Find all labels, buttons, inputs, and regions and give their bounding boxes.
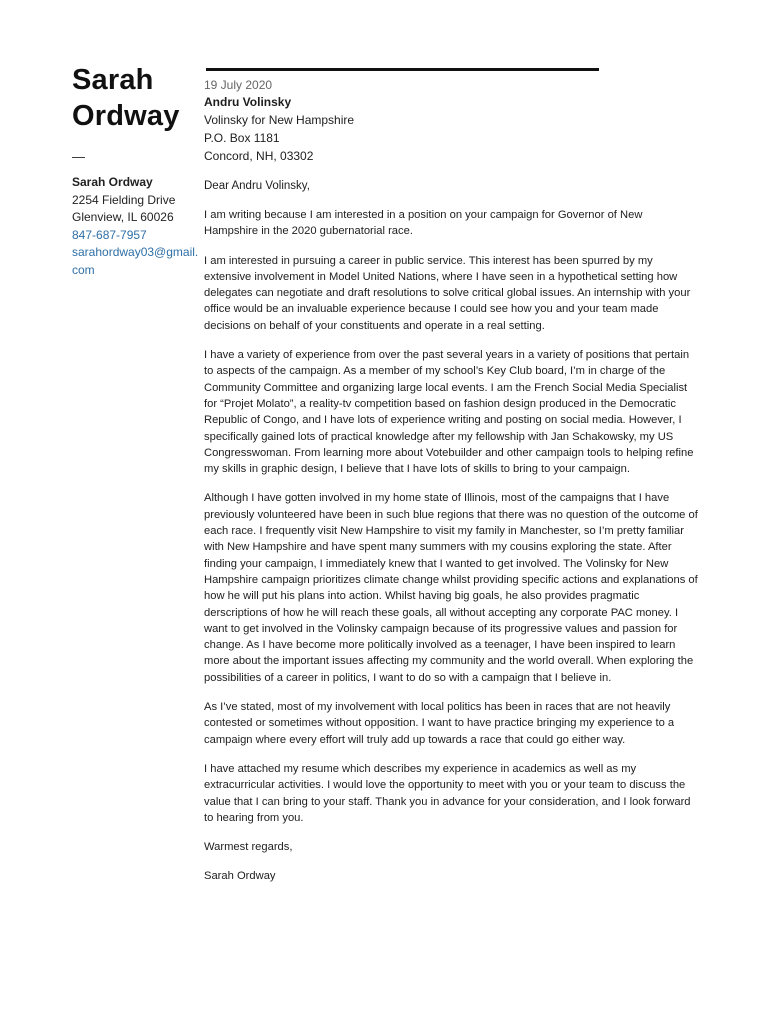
body-paragraph: As I’ve stated, most of my involvement with local politics has been in races that are not heavily contested or sometimes without opposition. I want to have practice bringing my experience to a campaign where every effort will truly add up towards a race that could go either way. [204, 701, 675, 746]
sender-last-name: Ordway [72, 100, 180, 132]
sender-email-link[interactable]: sarahordway03@gmail.com [72, 245, 199, 277]
salutation: Dear Andru Volinsky, [204, 180, 310, 192]
sender-city-state-zip: Glenview, IL 60026 [72, 210, 174, 224]
recipient-organization: Volinsky for New Hampshire [204, 113, 355, 127]
body-paragraph: Although I have gotten involved in my home state of Illinois, most of the campaigns that I have previously volunteered have been in such blue regions that there was no question of the outcome of each race. I frequently visit New Hampshire to visit my family in Manchester, so I’m pretty familiar with New Hampshire and have spent many summers with my cousins exploring the state. After finding your campaign, I immediately knew that I wanted to get involved. The Volinsky for New Hampshire campaign prioritizes climate change whilst providing specific actions and explanations of how he will put his plans into action. Whilst having big goals, he also provides pragmatic derscriptions of how he will reach these goals, all without accepting any corporate PAC money. I want to get involved in the Volinsky campaign because of its progressive values and passion for change. As I have become more politically involved as a teenager, I have been inspired to learn more about the important issues affecting my community and the world overall. When exploring the possibilities of a career in politics, I want to do so with a campaign that I believe in. [204, 492, 698, 684]
signature: Sarah Ordway [204, 870, 276, 883]
sender-full-name: Sarah Ordway [72, 175, 153, 189]
sender-phone-link[interactable]: 847-687-7957 [72, 227, 147, 242]
body-paragraph: I have attached my resume which describes my experience in academics as well as my extracurricular activities. I would love the opportunity to meet with you or your team to discuss the value that I can bring to your staff. Thank you in advance for your consideration, and I look forward to hearing from you. [204, 762, 691, 824]
recipient-po-box: P.O. Box 1181 [204, 131, 280, 145]
sender-contact [72, 174, 200, 279]
letter-body [204, 77, 698, 885]
name-divider: — [72, 149, 85, 164]
recipient-city-state-zip: Concord, NH, 03302 [204, 149, 314, 163]
body-paragraph: I have a variety of experience from over the past several years in a variety of positions that pertain to aspects of the campaign. As a member of my school’s Key Club board, I’m in charge of the Community Committee and organizing large local events. I am the French Social Media Specialist for “Projet Molato”, a reality-tv competition based on fashion design produced in the Democratic Republic of Congo, and I have lots of experience writing and posting on social media. However, I specifically gained lots of practical knowledge after my fellowship with Jan Schakowsky, my US Congresswoman. From learning more about Votebuilder and other campaign tools to helping refine my skills in graphic design, I believe that I have lots of skills to bring to your campaign. [204, 349, 694, 476]
header-rule [206, 68, 599, 71]
sender-street: 2254 Fielding Drive [72, 192, 176, 207]
sender-sidebar [72, 62, 200, 279]
closing: Warmest regards, [204, 841, 293, 854]
body-paragraph: I am writing because I am interested in a position on your campaign for Governor of New Hampshire in the 2020 gubernatorial race. [204, 209, 643, 238]
letter-date: 19 July 2020 [204, 78, 273, 92]
sender-first-name: Sarah [72, 64, 154, 96]
recipient-name: Andru Volinsky [204, 95, 292, 109]
body-paragraph: I am interested in pursuing a career in public service. This interest has been spurred by my extensive involvement in Model United Nations, where I have seen in a hypothetical setting how delegates can negotiate and draft resolutions to solve critical global issues. An internship with your office would be an invaluable experience because I could see how you and your team made decisions on behalf of your constituents and operate in a real setting. [204, 254, 691, 332]
